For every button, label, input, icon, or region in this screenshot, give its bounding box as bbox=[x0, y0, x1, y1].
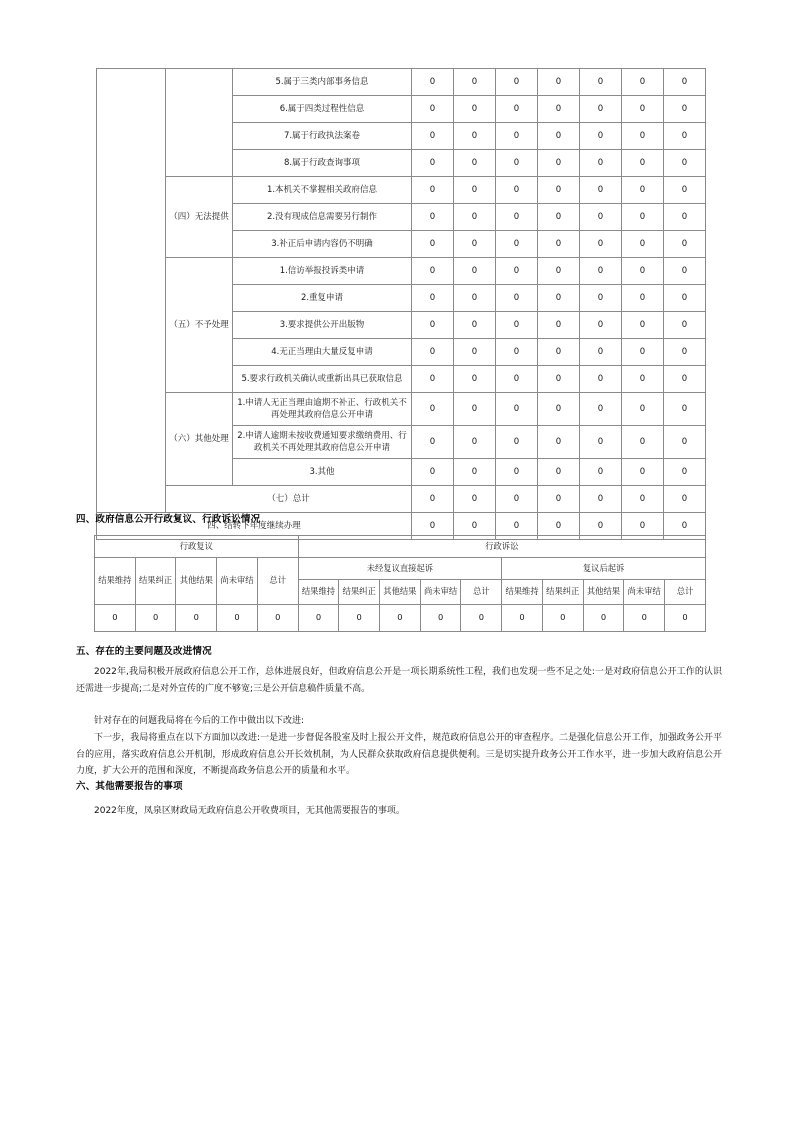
row-item-label: 2.申请人逾期未按收费通知要求缴纳费用、行政机关不再处理其政府信息公开申请 bbox=[233, 426, 412, 459]
cell-value: 0 bbox=[664, 513, 706, 540]
cell-value: 0 bbox=[538, 123, 580, 150]
cell-value: 0 bbox=[538, 393, 580, 426]
cell-value: 0 bbox=[502, 605, 543, 632]
cell-value: 0 bbox=[580, 69, 622, 96]
cell-value: 0 bbox=[665, 605, 706, 632]
cell-value: 0 bbox=[454, 366, 496, 393]
cell-value: 0 bbox=[664, 312, 706, 339]
cell-value: 0 bbox=[664, 204, 706, 231]
group-header-administrative-litigation: 行政诉讼 bbox=[298, 536, 705, 558]
cell-value: 0 bbox=[538, 312, 580, 339]
cell-value: 0 bbox=[454, 96, 496, 123]
cell-value: 0 bbox=[580, 231, 622, 258]
cell-value: 0 bbox=[580, 366, 622, 393]
row-item-label: 3.补正后申请内容仍不明确 bbox=[233, 231, 412, 258]
cell-value: 0 bbox=[496, 486, 538, 513]
cell-value: 0 bbox=[538, 150, 580, 177]
cell-value: 0 bbox=[664, 123, 706, 150]
col-header-zhijie-other: 其他结果 bbox=[380, 580, 421, 605]
col-header-fuyi-pending: 尚未审结 bbox=[217, 558, 258, 605]
section-heading-4: 四、政府信息公开行政复议、行政诉讼情况 bbox=[76, 514, 261, 525]
cell-value: 0 bbox=[622, 339, 664, 366]
cell-value: 0 bbox=[496, 312, 538, 339]
cell-value: 0 bbox=[664, 339, 706, 366]
cell-value: 0 bbox=[580, 459, 622, 486]
cell-value: 0 bbox=[176, 605, 217, 632]
cell-value: 0 bbox=[461, 605, 502, 632]
cell-value: 0 bbox=[622, 393, 664, 426]
col-header-fuyi-other: 其他结果 bbox=[176, 558, 217, 605]
col-header-zhijie-total: 总计 bbox=[461, 580, 502, 605]
col-header-fuyihou-correct: 结果纠正 bbox=[542, 580, 583, 605]
cell-value: 0 bbox=[412, 69, 454, 96]
row-item-label: 2.重复申请 bbox=[233, 285, 412, 312]
cell-value: 0 bbox=[580, 177, 622, 204]
table-body bbox=[97, 69, 706, 540]
mid-category-cell: （六）其他处理 bbox=[166, 393, 233, 486]
cell-value: 0 bbox=[542, 605, 583, 632]
row-item-label: 四、结转下年度继续办理 bbox=[97, 513, 412, 540]
table-row bbox=[97, 258, 706, 285]
cell-value: 0 bbox=[622, 459, 664, 486]
row-item-label: 4.无正当理由大量反复申请 bbox=[233, 339, 412, 366]
cell-value: 0 bbox=[412, 459, 454, 486]
row-item-label: 1.本机关不掌握相关政府信息 bbox=[233, 177, 412, 204]
table-header-row-group bbox=[95, 536, 706, 558]
cell-value: 0 bbox=[580, 96, 622, 123]
col-header-zhijie-pending: 尚未审结 bbox=[420, 580, 461, 605]
cell-value: 0 bbox=[412, 393, 454, 426]
cell-value: 0 bbox=[454, 393, 496, 426]
row-item-label: 1.信访举报投诉类申请 bbox=[233, 258, 412, 285]
cell-value: 0 bbox=[496, 426, 538, 459]
cell-value: 0 bbox=[412, 177, 454, 204]
row-item-label: 8.属于行政查询事项 bbox=[233, 150, 412, 177]
cell-value: 0 bbox=[454, 69, 496, 96]
cell-value: 0 bbox=[538, 459, 580, 486]
cell-value: 0 bbox=[496, 204, 538, 231]
cell-value: 0 bbox=[538, 177, 580, 204]
cell-value: 0 bbox=[412, 486, 454, 513]
cell-value: 0 bbox=[580, 486, 622, 513]
cell-value: 0 bbox=[622, 150, 664, 177]
cell-value: 0 bbox=[664, 231, 706, 258]
table-data-row bbox=[95, 605, 706, 632]
cell-value: 0 bbox=[580, 204, 622, 231]
cell-value: 0 bbox=[622, 513, 664, 540]
cell-value: 0 bbox=[454, 339, 496, 366]
cell-value: 0 bbox=[454, 312, 496, 339]
cell-value: 0 bbox=[454, 204, 496, 231]
review-litigation-table bbox=[94, 535, 706, 632]
cell-value: 0 bbox=[412, 204, 454, 231]
cell-value: 0 bbox=[664, 285, 706, 312]
cell-value: 0 bbox=[622, 69, 664, 96]
cell-value: 0 bbox=[664, 426, 706, 459]
mid-category-cell: （五）不予处理 bbox=[166, 258, 233, 393]
cell-value: 0 bbox=[664, 177, 706, 204]
cell-value: 0 bbox=[622, 177, 664, 204]
cell-value: 0 bbox=[496, 285, 538, 312]
col-header-fuyi-correct: 结果纠正 bbox=[135, 558, 176, 605]
col-header-fuyihou-total: 总计 bbox=[665, 580, 706, 605]
cell-value: 0 bbox=[580, 393, 622, 426]
col-header-fuyihou-other: 其他结果 bbox=[583, 580, 624, 605]
cell-value: 0 bbox=[412, 312, 454, 339]
cell-value: 0 bbox=[257, 605, 298, 632]
section6-paragraph-1: 2022年度，凤泉区财政局无政府信息公开收费项目，无其他需要报告的事项。 bbox=[94, 806, 405, 816]
cell-value: 0 bbox=[496, 69, 538, 96]
cell-value: 0 bbox=[538, 339, 580, 366]
cell-value: 0 bbox=[412, 513, 454, 540]
col-header-zhijie-correct: 结果纠正 bbox=[339, 580, 380, 605]
row-item-label: 3.要求提供公开出版物 bbox=[233, 312, 412, 339]
row-item-label: 6.属于四类过程性信息 bbox=[233, 96, 412, 123]
cell-value: 0 bbox=[496, 231, 538, 258]
outer-category-cell bbox=[97, 69, 166, 513]
cell-value: 0 bbox=[538, 426, 580, 459]
mid-category-cell: （四）无法提供 bbox=[166, 177, 233, 258]
section5-paragraph-1: 2022年,我局积极开展政府信息公开工作，总体进展良好，但政府信息公开是一项长期系统性工程，我们也发现一些不足之处:一是对政府信息公开工作的认识还需进一步提高;二是对外宣传的广度不够宽;三是公开信息稿件质量不高。 bbox=[76, 667, 722, 694]
cell-value: 0 bbox=[454, 513, 496, 540]
row-item-label: 1.申请人无正当理由逾期不补正、行政机关不再处理其政府信息公开申请 bbox=[233, 393, 412, 426]
cell-value: 0 bbox=[412, 96, 454, 123]
cell-value: 0 bbox=[95, 605, 136, 632]
cell-value: 0 bbox=[580, 150, 622, 177]
cell-value: 0 bbox=[496, 393, 538, 426]
cell-value: 0 bbox=[412, 285, 454, 312]
row-item-label: 5.要求行政机关确认或重新出具已获取信息 bbox=[233, 366, 412, 393]
table-row bbox=[97, 393, 706, 426]
mid-category-cell bbox=[166, 69, 233, 177]
table-row bbox=[97, 69, 706, 96]
table-row bbox=[97, 177, 706, 204]
cell-value: 0 bbox=[580, 513, 622, 540]
cell-value: 0 bbox=[664, 69, 706, 96]
cell-value: 0 bbox=[622, 285, 664, 312]
cell-value: 0 bbox=[538, 258, 580, 285]
cell-value: 0 bbox=[538, 96, 580, 123]
cell-value: 0 bbox=[496, 150, 538, 177]
cell-value: 0 bbox=[622, 312, 664, 339]
application-handling-table bbox=[96, 68, 706, 540]
cell-value: 0 bbox=[622, 426, 664, 459]
cell-value: 0 bbox=[538, 486, 580, 513]
cell-value: 0 bbox=[217, 605, 258, 632]
cell-value: 0 bbox=[454, 486, 496, 513]
cell-value: 0 bbox=[496, 177, 538, 204]
cell-value: 0 bbox=[420, 605, 461, 632]
section-heading-5: 五、存在的主要问题及改进情况 bbox=[76, 646, 212, 657]
cell-value: 0 bbox=[298, 605, 339, 632]
cell-value: 0 bbox=[496, 96, 538, 123]
cell-value: 0 bbox=[454, 459, 496, 486]
col-header-fuyi-uphold: 结果维持 bbox=[95, 558, 136, 605]
cell-value: 0 bbox=[580, 258, 622, 285]
cell-value: 0 bbox=[622, 123, 664, 150]
cell-value: 0 bbox=[580, 426, 622, 459]
cell-value: 0 bbox=[664, 486, 706, 513]
cell-value: 0 bbox=[622, 366, 664, 393]
cell-value: 0 bbox=[622, 96, 664, 123]
cell-value: 0 bbox=[622, 258, 664, 285]
cell-value: 0 bbox=[454, 231, 496, 258]
cell-value: 0 bbox=[622, 486, 664, 513]
cell-value: 0 bbox=[622, 231, 664, 258]
section-heading-6: 六、其他需要报告的事项 bbox=[76, 781, 183, 792]
section5-paragraph-3: 下一步，我局将重点在以下方面加以改进:一是进一步督促各股室及时上报公开文件，规范政府信息公开的审查程序。二是强化信息公开工作，加强政务公开平台的应用，落实政府信息公开机制，形成政府信息公开长效机制，为人民群众获取政府信息提供便利。三是切实提升政务公开工作水平，进一步加大政府信息公开力度，扩大公开的范围和深度，不断提高政务信息公开的质量和水平。 bbox=[76, 733, 722, 776]
row-item-label: 3.其他 bbox=[233, 459, 412, 486]
cell-value: 0 bbox=[538, 285, 580, 312]
cell-value: 0 bbox=[454, 150, 496, 177]
group-header-administrative-review: 行政复议 bbox=[95, 536, 299, 558]
cell-value: 0 bbox=[454, 177, 496, 204]
section5-paragraph-2: 针对存在的问题我局将在今后的工作中做出以下改进: bbox=[94, 716, 305, 726]
cell-value: 0 bbox=[412, 426, 454, 459]
cell-value: 0 bbox=[412, 366, 454, 393]
col-header-fuyihou-pending: 尚未审结 bbox=[624, 580, 665, 605]
cell-value: 0 bbox=[496, 123, 538, 150]
application-handling-table-container bbox=[96, 68, 706, 540]
table-header-row-subgroup bbox=[95, 558, 706, 580]
cell-value: 0 bbox=[538, 204, 580, 231]
cell-value: 0 bbox=[664, 459, 706, 486]
row-item-label: 5.属于三类内部事务信息 bbox=[233, 69, 412, 96]
cell-value: 0 bbox=[580, 339, 622, 366]
cell-value: 0 bbox=[580, 285, 622, 312]
cell-value: 0 bbox=[538, 513, 580, 540]
col-header-fuyi-total: 总计 bbox=[257, 558, 298, 605]
cell-value: 0 bbox=[664, 150, 706, 177]
cell-value: 0 bbox=[339, 605, 380, 632]
cell-value: 0 bbox=[664, 96, 706, 123]
row-item-label: 2.没有现成信息需要另行制作 bbox=[233, 204, 412, 231]
cell-value: 0 bbox=[454, 285, 496, 312]
cell-value: 0 bbox=[664, 366, 706, 393]
subgroup-header-direct-litigation: 未经复议直接起诉 bbox=[298, 558, 502, 580]
cell-value: 0 bbox=[664, 393, 706, 426]
subgroup-header-post-review-litigation: 复议后起诉 bbox=[502, 558, 706, 580]
cell-value: 0 bbox=[496, 339, 538, 366]
cell-value: 0 bbox=[454, 426, 496, 459]
col-header-fuyihou-uphold: 结果维持 bbox=[502, 580, 543, 605]
cell-value: 0 bbox=[412, 123, 454, 150]
row-item-label: （七）总计 bbox=[166, 486, 412, 513]
cell-value: 0 bbox=[412, 231, 454, 258]
cell-value: 0 bbox=[412, 258, 454, 285]
cell-value: 0 bbox=[624, 605, 665, 632]
review-litigation-table-container bbox=[94, 535, 706, 632]
cell-value: 0 bbox=[496, 513, 538, 540]
cell-value: 0 bbox=[622, 204, 664, 231]
cell-value: 0 bbox=[580, 123, 622, 150]
cell-value: 0 bbox=[538, 366, 580, 393]
cell-value: 0 bbox=[412, 339, 454, 366]
cell-value: 0 bbox=[538, 231, 580, 258]
table-body bbox=[95, 536, 706, 632]
cell-value: 0 bbox=[496, 258, 538, 285]
table-row-total bbox=[97, 486, 706, 513]
cell-value: 0 bbox=[664, 258, 706, 285]
col-header-zhijie-uphold: 结果维持 bbox=[298, 580, 339, 605]
row-item-label: 7.属于行政执法案卷 bbox=[233, 123, 412, 150]
cell-value: 0 bbox=[380, 605, 421, 632]
cell-value: 0 bbox=[496, 366, 538, 393]
cell-value: 0 bbox=[135, 605, 176, 632]
cell-value: 0 bbox=[580, 312, 622, 339]
cell-value: 0 bbox=[412, 150, 454, 177]
cell-value: 0 bbox=[583, 605, 624, 632]
cell-value: 0 bbox=[538, 69, 580, 96]
cell-value: 0 bbox=[454, 258, 496, 285]
cell-value: 0 bbox=[496, 459, 538, 486]
cell-value: 0 bbox=[454, 123, 496, 150]
